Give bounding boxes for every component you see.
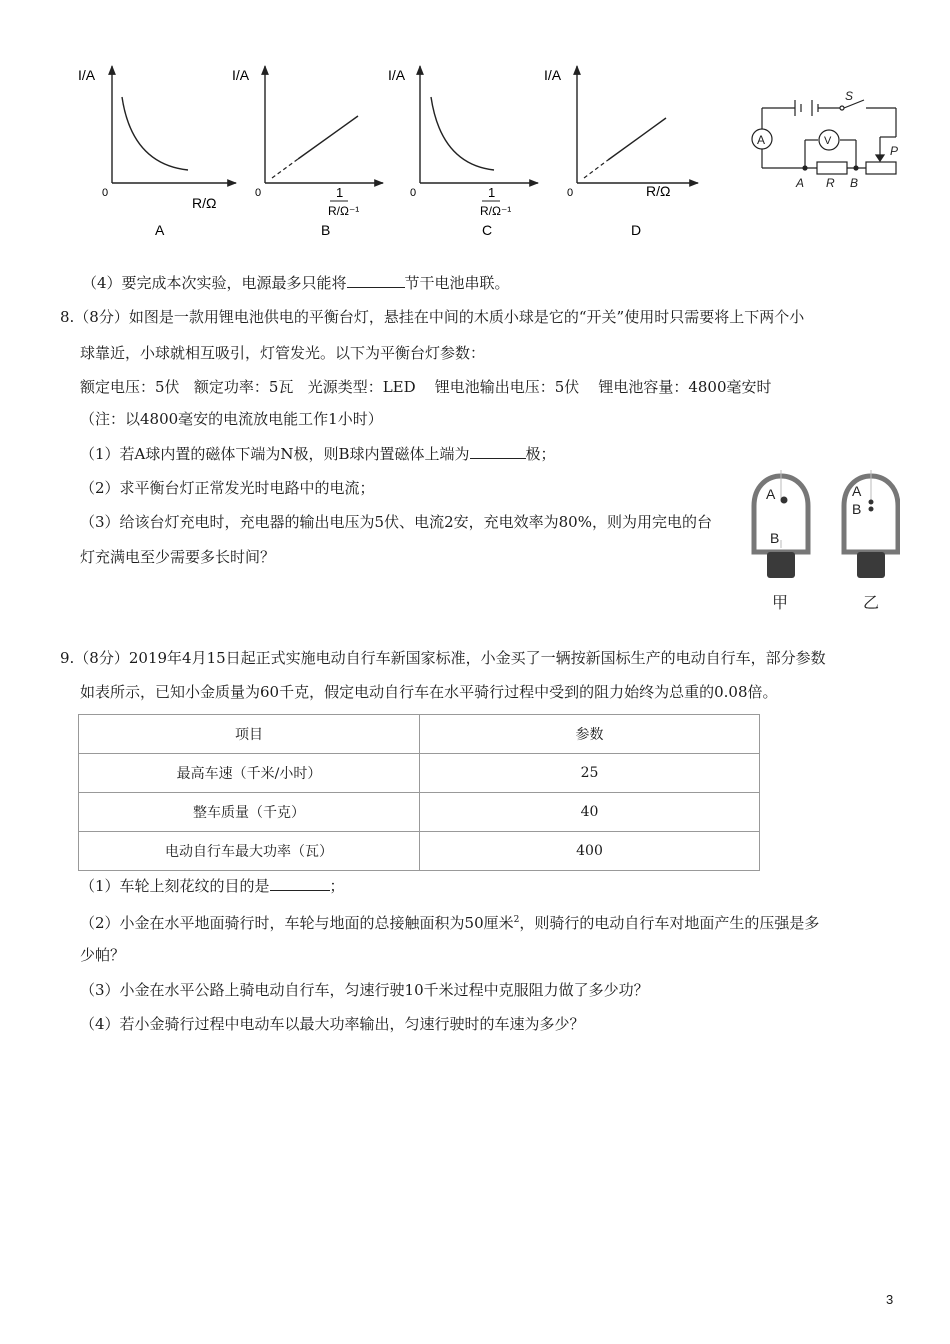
lamp-jia-label-b: B [770, 530, 780, 546]
graph-c-origin: 0 [410, 187, 417, 199]
q7-part4-text-end: 节干电池串联。 [404, 274, 510, 292]
lamp-yi [844, 470, 898, 612]
graph-c-curve [431, 97, 494, 170]
table-cell-value: 400 [420, 832, 760, 871]
graph-d-x-label: R/Ω [646, 183, 671, 199]
table-cell-item: 电动自行车最大功率（瓦） [79, 832, 420, 871]
ball-a [781, 497, 788, 504]
graph-a-origin: 0 [102, 187, 109, 199]
graph-a-caption: A [155, 222, 165, 238]
bike-params-table [78, 714, 760, 871]
q9-part2-superscript: 2 [513, 915, 520, 925]
circuit-labels [757, 89, 898, 190]
graph-b-y-label: I/A [232, 67, 250, 83]
table-row [79, 754, 760, 793]
table-header-row [79, 715, 760, 754]
graph-b-frac-num: 1 [336, 185, 344, 200]
q9-stem-line1: 9.（8分）2019年4月15日起正式实施电动自行车新国家标准，小金买了一辆按新国标生产的电动自行车，部分参数 [60, 649, 826, 667]
q9-part2-line2: 少帕？ [80, 946, 126, 964]
circuit-slider-label: P [890, 144, 899, 158]
graph-b-dashed-segment [272, 159, 298, 178]
lamp-yi-caption: 乙 [863, 595, 880, 612]
lamp-jia-caption: 甲 [772, 595, 789, 612]
graph-c-frac-num: 1 [488, 185, 496, 200]
q8-part1-text-end: 极； [525, 445, 556, 463]
q9-part1-blank[interactable] [270, 876, 330, 891]
circuit-switch-label: S [845, 89, 854, 103]
graph-d-caption: D [631, 222, 642, 238]
q8-note: （注：以4800毫安的电流放电能工作1小时） [80, 410, 383, 428]
q8-part2: （2）求平衡台灯正常发光时电路中的电流； [80, 479, 375, 497]
graph-d-origin: 0 [567, 187, 574, 199]
graph-d-line [608, 118, 666, 160]
graph-d [544, 66, 698, 238]
resistor-r [817, 162, 847, 174]
table-header-item: 项目 [79, 715, 420, 754]
table-row [79, 793, 760, 832]
lamp-yi-base [857, 552, 885, 578]
lamp-jia-label-a: A [766, 486, 776, 502]
circuit-resistor-label: R [826, 176, 835, 190]
graph-a-curve [122, 97, 188, 170]
graph-d-dashed-segment [584, 160, 608, 178]
lamp-jia-base [767, 552, 795, 578]
lamp-yi-label-a: A [852, 483, 862, 499]
q8-part1 [80, 444, 556, 464]
q8-part1-blank[interactable] [470, 444, 526, 459]
q9-part2-text-b: ，则骑行的电动自行车对地面产生的压强是多 [519, 914, 820, 932]
lamp-yi-label-b: B [852, 501, 862, 517]
table-header-value: 参数 [420, 715, 760, 754]
graph-a [78, 66, 236, 238]
q7-part4-text: （4）要完成本次实验，电源最多只能将 [82, 274, 347, 292]
graph-a-x-label: R/Ω [192, 195, 217, 211]
ball-b-yi [869, 507, 874, 512]
switch-pivot [840, 106, 844, 110]
rheostat [866, 162, 896, 174]
slider-arrow [876, 155, 884, 161]
graph-b-line [298, 116, 358, 159]
graph-c-y-label: I/A [388, 67, 406, 83]
table-cell-item: 最高车速（千米/小时） [79, 754, 420, 793]
ball-a-yi [869, 500, 874, 505]
graph-c-frac-den: R/Ω⁻¹ [480, 204, 512, 218]
table-cell-value: 25 [420, 754, 760, 793]
q7-part4-blank[interactable] [347, 273, 405, 288]
q9-part1 [80, 876, 345, 896]
circuit-voltmeter-label: V [824, 135, 832, 147]
graph-b-frac-den: R/Ω⁻¹ [328, 204, 360, 218]
q9-part1-text-end: ； [329, 877, 345, 895]
q8-stem-line2: 球靠近，小球就相互吸引，灯管发光。以下为平衡台灯参数： [80, 344, 486, 362]
table-row [79, 832, 760, 871]
page-number: 3 [886, 1292, 894, 1307]
q8-params: 额定电压：5伏 额定功率：5瓦 光源类型：LED 锂电池输出电压：5伏 锂电池容量：4800毫安时 [80, 378, 772, 396]
graph-a-y-label: I/A [78, 67, 96, 83]
table-cell-value: 40 [420, 793, 760, 832]
lamp-figures [740, 448, 900, 620]
graph-c [388, 66, 538, 238]
circuit-point-a-label: A [796, 176, 805, 190]
graph-b-caption: B [321, 222, 331, 238]
graph-d-y-label: I/A [544, 67, 562, 83]
q9-stem-line2: 如表所示，已知小金质量为60千克，假定电动自行车在水平骑行过程中受到的阻力始终为总重的0.08倍。 [80, 683, 778, 701]
circuit-ammeter-label: A [757, 133, 766, 147]
table-cell-item: 整车质量（千克） [79, 793, 420, 832]
graph-b [232, 66, 383, 238]
q7-part4 [82, 273, 510, 293]
q9-part4: （4）若小金骑行过程中电动车以最大功率输出，匀速行驶时的车速为多少？ [80, 1015, 585, 1033]
q9-part1-text: （1）车轮上刻花纹的目的是 [80, 877, 270, 895]
q8-part1-text: （1）若A球内置的磁体下端为N极，则B球内置磁体上端为 [80, 445, 470, 463]
graph-b-origin: 0 [255, 187, 262, 199]
q8-stem-line1: 8.（8分）如图是一款用锂电池供电的平衡台灯，悬挂在中间的木质小球是它的“开关”使用时只需要将上下两个小 [60, 308, 805, 326]
iv-graphs [0, 0, 950, 250]
q9-part2-text-a: （2）小金在水平地面骑行时，车轮与地面的总接触面积为50厘米 [80, 914, 514, 932]
q8-part3-line1: （3）给该台灯充电时，充电器的输出电压为5伏、电流2安，充电效率为80%，则为用完电的台 [80, 513, 712, 531]
q8-part3-line2: 灯充满电至少需要多长时间？ [80, 548, 276, 566]
graph-c-caption: C [482, 222, 493, 238]
q9-part2-line1 [80, 910, 819, 933]
lamp-jia [754, 470, 808, 612]
q9-part3: （3）小金在水平公路上骑电动自行车，匀速行驶10千米过程中克服阻力做了多少功？ [80, 981, 649, 999]
circuit-point-b-label: B [850, 176, 859, 190]
